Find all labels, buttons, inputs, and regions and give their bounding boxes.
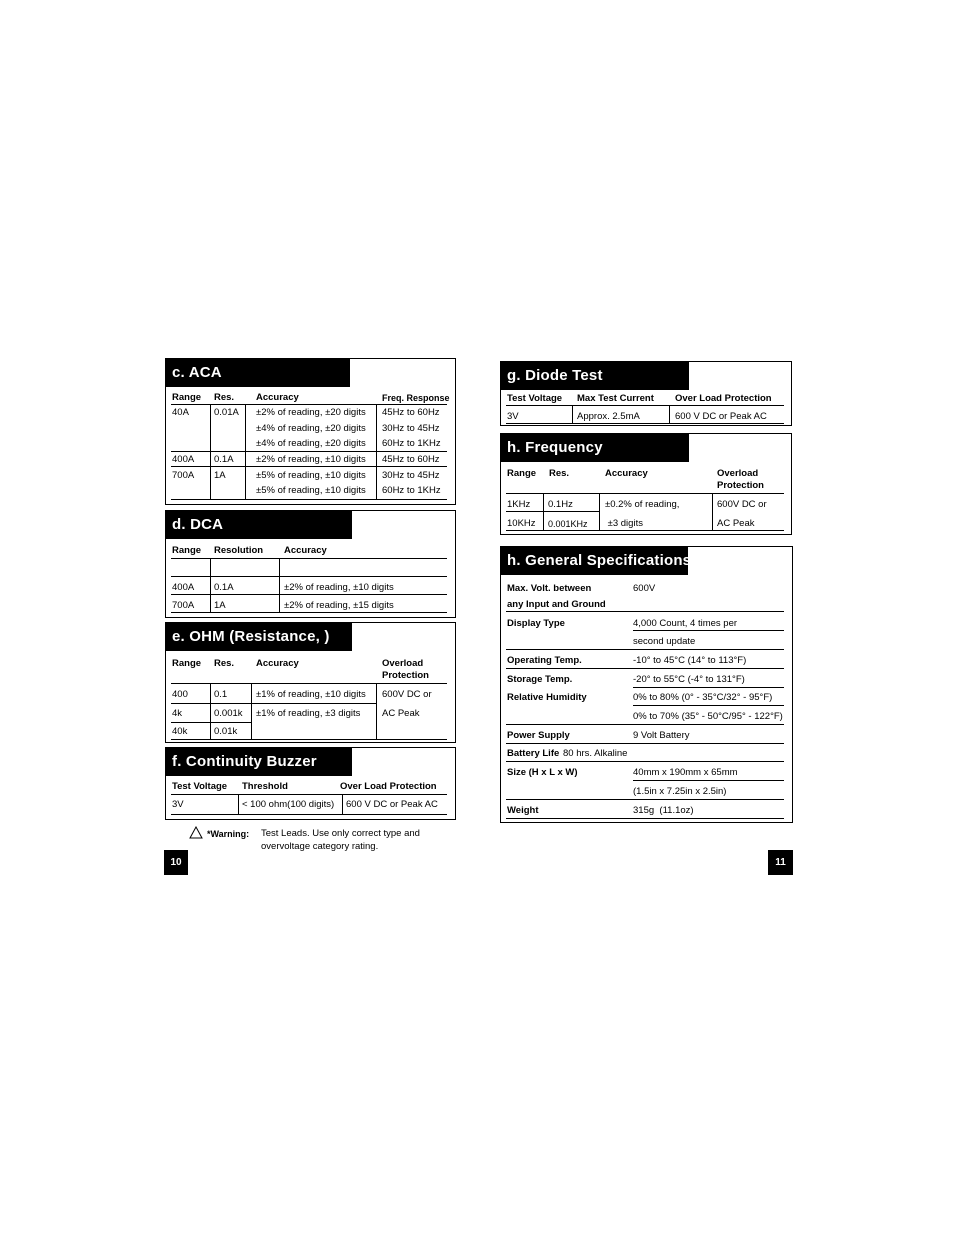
dca-cell: 1A [214, 600, 226, 611]
page-number-right: 11 [768, 850, 793, 875]
aca-cell: 30Hz to 45Hz [382, 423, 440, 434]
spec-value: second update [633, 636, 696, 647]
warning-triangle-icon [189, 826, 203, 839]
frequency-cell: 1KHz [507, 499, 531, 510]
diode-section [500, 361, 792, 426]
aca-cell: ±2% of reading, ±20 digits [256, 407, 366, 418]
warning-text-line2: overvoltage category rating. [261, 841, 379, 852]
dca-cell: ±2% of reading, ±10 digits [284, 582, 394, 593]
frequency-cell: ±0.2% of reading, [605, 499, 680, 510]
aca-cell: 0.1A [214, 454, 234, 465]
dca-title: d. DCA [166, 511, 352, 539]
ohm-title: e. OHM (Resistance, ) [166, 623, 352, 651]
frequency-title: h. Frequency [501, 434, 689, 462]
dca-header-accuracy: Accuracy [284, 545, 327, 556]
continuity-cell: < 100 ohm(100 digits) [242, 799, 335, 810]
general-specs-title: h. General Specifications [501, 547, 688, 575]
frequency-cell: ±3 digits [605, 518, 643, 529]
diode-cell: Approx. 2.5mA [577, 411, 640, 422]
spec-label: Relative Humidity [507, 692, 587, 703]
aca-cell: 700A [172, 470, 195, 481]
spec-value: 4,000 Count, 4 times per [633, 618, 738, 629]
aca-cell: 45Hz to 60Hz [382, 407, 440, 418]
spec-value: 0% to 80% (0° - 35°C/32° - 95°F) [633, 692, 773, 703]
spec-label: Max. Volt. between [507, 583, 592, 594]
warning-label: *Warning: [207, 829, 250, 839]
frequency-header-range: Range [507, 468, 537, 479]
dca-header-range: Range [172, 545, 202, 556]
spec-value: 0% to 70% (35° - 50°C/95° - 122°F) [633, 711, 783, 722]
frequency-cell: 600V DC or [717, 499, 767, 510]
diode-header-voltage: Test Voltage [507, 393, 563, 404]
frequency-header-accuracy: Accuracy [605, 468, 648, 479]
aca-cell: ±5% of reading, ±10 digits [256, 470, 366, 481]
diode-header-protection: Over Load Protection [675, 393, 772, 404]
spec-value: 80 hrs. Alkaline [563, 748, 628, 759]
general-specs-section [500, 546, 793, 823]
spec-value: 600V [633, 583, 656, 594]
ohm-header-range: Range [172, 658, 202, 669]
ohm-cell: 600V DC or [382, 689, 432, 700]
ohm-cell: 40k [172, 726, 188, 737]
continuity-header-protection: Over Load Protection [340, 781, 437, 792]
diode-title: g. Diode Test [501, 362, 689, 390]
dca-section [165, 510, 456, 618]
aca-header-accuracy: Accuracy [256, 392, 299, 403]
ohm-cell: ±1% of reading, ±10 digits [256, 689, 366, 700]
ohm-cell: 400 [172, 689, 188, 700]
ohm-cell: 4k [172, 708, 183, 719]
aca-cell: 45Hz to 60Hz [382, 454, 440, 465]
aca-header-freq: Freq. Response [382, 393, 450, 403]
frequency-cell: 0.001KHz [548, 519, 588, 529]
continuity-cell: 600 V DC or Peak AC [346, 799, 438, 810]
continuity-title: f. Continuity Buzzer [166, 748, 352, 776]
aca-title: c. ACA [166, 359, 350, 387]
spec-label: Size (H x L x W) [507, 767, 578, 778]
aca-cell: 1A [214, 470, 226, 481]
ohm-cell: 0.001k [214, 708, 243, 719]
ohm-header-accuracy: Accuracy [256, 658, 299, 669]
aca-cell: 60Hz to 1KHz [382, 485, 441, 496]
ohm-header-overload: Overload [382, 658, 424, 669]
spec-label: Battery Life [507, 748, 560, 759]
dca-header-resolution: Resolution [214, 545, 264, 556]
spec-value: 40mm x 190mm x 65mm [633, 767, 738, 778]
aca-header-range: Range [172, 392, 202, 403]
aca-cell: 40A [172, 407, 189, 418]
spec-label: Power Supply [507, 730, 570, 741]
spec-value: 315g (11.1oz) [633, 805, 694, 816]
ohm-cell: ±1% of reading, ±3 digits [256, 708, 361, 719]
ohm-header-protection: Protection [382, 670, 429, 681]
spec-value: 9 Volt Battery [633, 730, 690, 741]
frequency-cell: 0.1Hz [548, 499, 573, 510]
spec-label: any Input and Ground [507, 599, 606, 610]
continuity-section [165, 747, 456, 820]
frequency-header-overload: Overload [717, 468, 759, 479]
ohm-cell: AC Peak [382, 708, 420, 719]
dca-cell: 0.1A [214, 582, 234, 593]
continuity-header-threshold: Threshold [242, 781, 288, 792]
spec-value: -20° to 55°C (-4° to 131°F) [633, 674, 745, 685]
ohm-cell: 0.01k [214, 726, 238, 737]
spec-value: (1.5in x 7.25in x 2.5in) [633, 786, 727, 797]
continuity-cell: 3V [172, 799, 184, 810]
ohm-cell: 0.1 [214, 689, 228, 700]
aca-cell: 30Hz to 45Hz [382, 470, 440, 481]
spec-label: Storage Temp. [507, 674, 573, 685]
aca-cell: 60Hz to 1KHz [382, 438, 441, 449]
diode-cell: 600 V DC or Peak AC [675, 411, 767, 422]
ohm-section [165, 622, 456, 743]
aca-header-res: Res. [214, 392, 235, 403]
continuity-header-voltage: Test Voltage [172, 781, 228, 792]
diode-cell: 3V [507, 411, 519, 422]
ohm-header-res: Res. [214, 658, 235, 669]
aca-cell: ±4% of reading, ±20 digits [256, 438, 366, 449]
dca-cell: 400A [172, 582, 195, 593]
frequency-cell: AC Peak [717, 518, 755, 529]
spec-label: Operating Temp. [507, 655, 582, 666]
diode-header-current: Max Test Current [577, 393, 654, 404]
aca-cell: ±2% of reading, ±10 digits [256, 454, 366, 465]
aca-cell: 0.01A [214, 407, 239, 418]
dca-cell: ±2% of reading, ±15 digits [284, 600, 394, 611]
page-number-left: 10 [164, 850, 188, 875]
dca-cell: 700A [172, 600, 195, 611]
aca-cell: ±5% of reading, ±10 digits [256, 485, 366, 496]
frequency-section [500, 433, 792, 535]
frequency-header-res: Res. [549, 468, 570, 479]
frequency-header-protection: Protection [717, 480, 764, 491]
aca-cell: ±4% of reading, ±20 digits [256, 423, 366, 434]
aca-cell: 400A [172, 454, 195, 465]
warning-text-line1: Test Leads. Use only correct type and [261, 828, 420, 839]
spec-label: Weight [507, 805, 539, 816]
spec-label: Display Type [507, 618, 565, 629]
spec-value: -10° to 45°C (14° to 113°F) [633, 655, 747, 666]
frequency-cell: 10KHz [507, 518, 536, 529]
aca-section [165, 358, 456, 505]
